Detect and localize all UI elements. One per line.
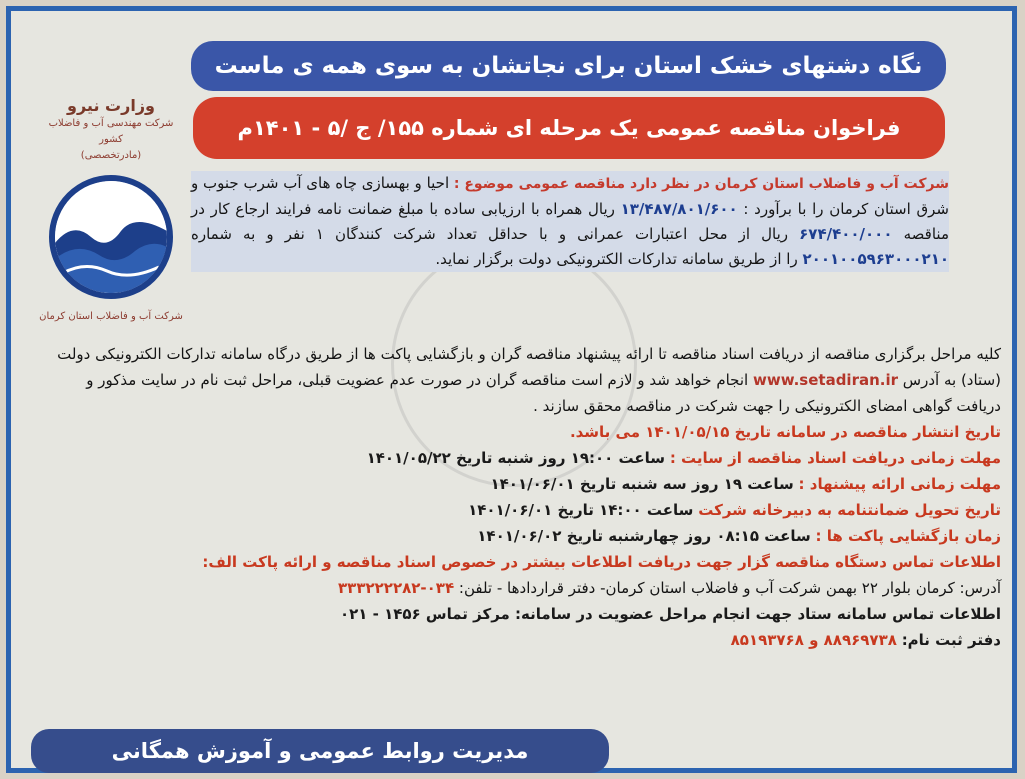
subject-lead: شرکت آب و فاضلاب استان کرمان در نظر دارد مناقصه عمومی موضوع : (453, 176, 949, 192)
setad-contact: اطلاعات تماس سامانه ستاد جهت انجام مراحل عضویت در سامانه: مرکز تماس ۱۴۵۶ - ۰۲۱ (339, 605, 1001, 623)
company-line-2: کشور (99, 134, 123, 145)
address-phone: ۰۳۴-۳۳۳۲۲۲۲۸۲ (338, 579, 455, 597)
guarantee-delivery-value: ساعت ۱۴:۰۰ تاریخ ۱۴۰۱/۰۶/۰۱ (468, 501, 694, 519)
docs-deadline-row (41, 445, 1001, 471)
docs-deadline-label: مهلت زمانی دریافت اسناد مناقصه از سایت : (669, 449, 1001, 467)
slogan-banner (191, 41, 946, 91)
footer-department: مدیریت روابط عمومی و آموزش همگانی (111, 739, 529, 763)
procedure-text-1: کلیه مراحل برگزاری مناقصه از دریافت اسناد مناقصه تا ارائه پیشنهاد مناقصه گران و بازگشایی پاکت ها از طریق درگاه سامانه تدارکات الکترونیکی دولت (ستاد) به آدرس (57, 345, 1001, 389)
subject-text-3: ریال از محل اعتبارات عمرانی و با حداقل تعداد شرکت کنندگان ۱ نفر و به شماره (191, 225, 789, 243)
company-line-1: شرکت مهندسی آب و فاضلاب (48, 118, 174, 129)
bid-deadline-value: ساعت ۱۹ روز سه شنبه تاریخ ۱۴۰۱/۰۶/۰۱ (490, 475, 794, 493)
water-logo-icon (49, 175, 173, 299)
subject-text-4: را از طریق سامانه تدارکات الکترونیکی دولت برگزار نماید. (435, 250, 798, 268)
bid-deadline-label: مهلت زمانی ارائه پیشنهاد : (798, 475, 1001, 493)
organization-logo-block (31, 96, 191, 336)
procedure-text-2: انجام خواهد شد و لازم است مناقصه گران در صورت عدم عضویت قبلی، مراحل ثبت نام در سایت مذکور و دریافت گواهی امضای الکترونیکی را جهت شرکت در مناقصه محقق سازند . (86, 371, 1001, 415)
tender-number: ۲۰۰۱۰۰۵۹۶۳۰۰۰۲۱۰ (802, 250, 949, 268)
ministry-name: وزارت نیرو (67, 96, 155, 115)
publish-date: تاریخ انتشار مناقصه در سامانه تاریخ ۱۴۰۱/۰۵/۱۵ می باشد. (569, 423, 1001, 441)
registration-label: دفتر ثبت نام: (901, 631, 1001, 649)
registration-numbers: ۸۸۹۶۹۷۳۸ و ۸۵۱۹۳۷۶۸ (730, 631, 897, 649)
tender-details (41, 341, 1001, 761)
footer-department-banner (31, 729, 609, 773)
opening-row (41, 523, 1001, 549)
procedure-paragraph (41, 341, 1001, 419)
registration-row (41, 627, 1001, 653)
address-row (41, 575, 1001, 601)
company-line-3: (مادرتخصصی) (80, 150, 142, 161)
address-text: آدرس: کرمان بلوار ۲۲ بهمن شرکت آب و فاضلاب استان کرمان- دفتر قراردادها - تلفن: (458, 579, 1001, 597)
guarantee-amount: ۶۷۴/۴۰۰/۰۰۰ (799, 225, 893, 243)
slogan-text: نگاه دشتهای خشک استان برای نجاتشان به سوی همه ی ماست (214, 53, 923, 79)
docs-deadline-value: ساعت ۱۹:۰۰ روز شنبه تاریخ ۱۴۰۱/۰۵/۲۲ (366, 449, 666, 467)
opening-label: زمان بازگشایی پاکت ها : (815, 527, 1001, 545)
bid-deadline-row (41, 471, 1001, 497)
tender-title: فراخوان مناقصه عمومی یک مرحله ای شماره ۱۵۵/ ج /۵ - ۱۴۰۱م (237, 116, 901, 140)
newspaper-page (6, 6, 1017, 773)
tender-subject (191, 171, 949, 272)
subject-text-1: احیا و بهسازی چاه های آب شرب جنوب و شرق استان کرمان را با برآورد : (191, 174, 949, 218)
opening-value: ساعت ۰۸:۱۵ روز چهارشنبه تاریخ ۱۴۰۱/۰۶/۰۲ (477, 527, 811, 545)
setad-website-link[interactable]: www.setadiran.ir (752, 371, 899, 389)
logo-caption: شرکت آب و فاضلاب استان کرمان (39, 311, 183, 322)
subject-text-2: ریال همراه با ارزیابی ساده با مبلغ ضمانت نامه فرایند ارجاع کار در مناقصه (191, 200, 949, 243)
contact-heading: اطلاعات تماس دستگاه مناقصه گزار جهت دریافت اطلاعات بیشتر در خصوص اسناد مناقصه و ارائه پاکت الف: (202, 553, 1001, 571)
tender-title-banner (193, 97, 945, 159)
estimate-amount: ۱۳/۴۸۷/۸۰۱/۶۰۰ (620, 200, 738, 218)
guarantee-delivery-row (41, 497, 1001, 523)
guarantee-delivery-label: تاریخ تحویل ضمانتنامه به دبیرخانه شرکت (698, 501, 1001, 519)
